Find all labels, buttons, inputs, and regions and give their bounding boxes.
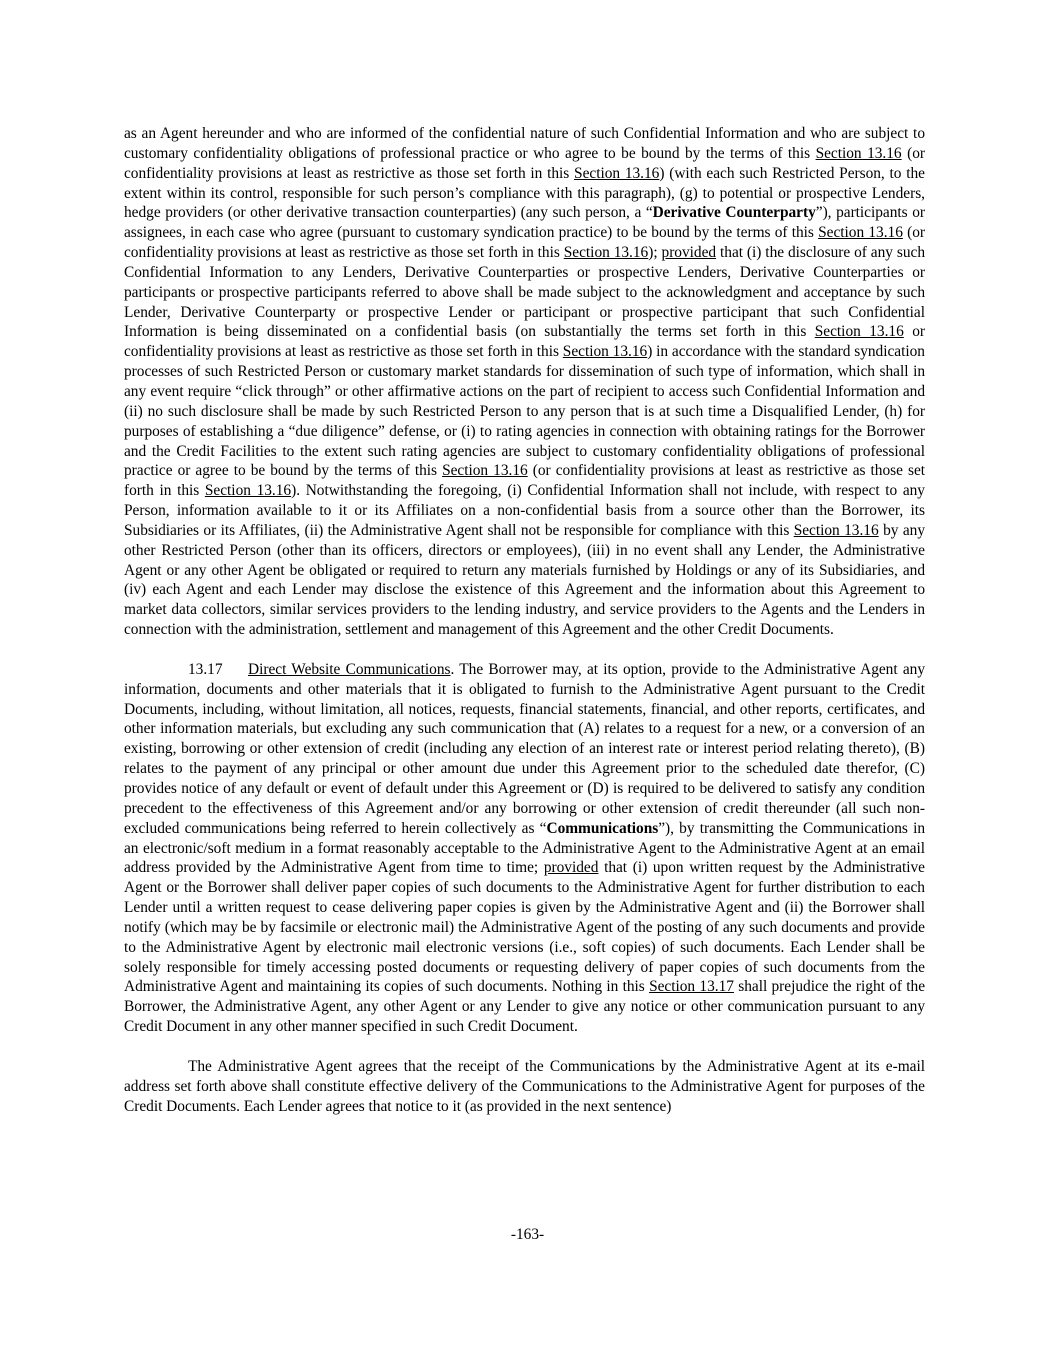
paragraph-text: The Administrative Agent agrees that the receipt of the Communications by the Administrative Agent at its e-mail address set forth above shall constitute effective delivery of the Communications to the Administrative Agent for purposes of the Credit Documents. Each Lender agrees that notice to it (as provided in the next sentence) [124,1057,925,1115]
paragraph-text: or confidentiality provisions at least as restrictive as those set forth in this [124,323,926,361]
paragraph-spacer [124,1037,925,1057]
section-reference: Section 13.16 [442,462,528,480]
section-number: 13.17 [188,660,223,678]
paragraph-confidentiality-continued [124,124,925,640]
paragraph-text: (or confidentiality provisions at least as restrictive as those set forth in this [124,144,925,182]
section-reference: Section 13.16 [814,323,904,341]
section-reference: Section 13.16 [563,244,649,262]
paragraph-text: ) (with each such Restricted Person, to the extent within its control, responsible for such person’s compliance with this paragraph), (g) to potential or prospective Lenders, hedge providers (or other derivative transaction counterparties) (any such person, a “ [124,164,925,222]
paragraph-text: ”), participants or assignees, in each case who agree (pursuant to customary syndication practice) to be bound by the terms of this [124,204,925,242]
section-heading: Direct Website Communications [248,660,451,678]
paragraph-text: ); [648,244,662,262]
defined-term: Derivative Counterparty [652,204,816,222]
section-reference: Section 13.16 [574,164,660,182]
paragraph-text: by any other Restricted Person (other than its officers, directors or employees), (iii) in no event shall any Lender, the Administrative Agent or any other Agent be obligated or required to return any materials furnished by Holdings or any of its Subsidiaries, and (iv) each Agent and each Lender may disclose the existence of this Agreement and the information about this Agreement to market data collectors, similar services providers to the lending industry, and service providers to the Agents and the Lenders in connection with the administration, settlement and management of this Agreement and the other Credit Documents. [124,521,925,639]
provided-term: provided [543,859,599,877]
paragraph-text: ). Notwithstanding the foregoing, (i) Confidential Information shall not include, with respect to any Person, information available to it or its Affiliates on a non-confidential basis from a source other than the Borrower, its Subsidiaries or its Affiliates, (ii) the Administrative Agent shall not be responsible for compliance with this [124,482,925,539]
paragraph-text: (or confidentiality provisions at least as restrictive as those set forth in this [124,224,925,262]
document-page [124,124,925,1117]
provided-term: provided [661,244,717,262]
paragraph-text: . The Borrower may, at its option, provide to the Administrative Agent any information, documents and other materials that it is obligated to furnish to the Administrative Agent pursuant to the Credit Documents, including, without limitation, all notices, requests, financial statements, financial, and other reports, certificates, and other information materials, but excluding any such communication that (A) relates to a request for a new, or a conversion of an existing, borrowing or other extension of credit (including any election of an interest rate or interest period relating thereto), (B) relates to the payment of any principal or other amount due under this Agreement prior to the scheduled date therefor, (C) provides notice of any default or event of default under this Agreement or (D) is required to be delivered to satisfy any condition precedent to the effectiveness of this Agreement and/or any borrowing or other extension of credit thereunder (all such non-excluded communications being referred to herein collectively as “ [124,660,926,837]
section-reference: Section 13.16 [562,343,648,361]
paragraph-text: as an Agent hereunder and who are informed of the confidential nature of such Confidential Information and who are subject to customary confidentiality obligations of professional practice or who agree to be bound by the terms of this [124,125,925,162]
section-reference: Section 13.16 [815,144,902,162]
section-reference: Section 13.16 [818,224,903,242]
page-number: -163- [510,1226,545,1243]
paragraph-text: (or confidentiality provisions at least as restrictive as those set forth in this [124,462,926,500]
administrative-agent-paragraph [124,1057,925,1117]
paragraph-text: ”), by transmitting the Communications in an electronic/soft medium in a format reasonably acceptable to the Administrative Agent to the Administrative Agent at an email address provided by the Administrative Agent from time to time; [124,819,926,877]
paragraph-text: ) in accordance with the standard syndication processes of such Restricted Person or customary market standards for dissemination of such type of information, which shall in any event require “click through” or other affirmative actions on the part of recipient to access such Confidential Information and (ii) no such disclosure shall be made by such Restricted Person to any person that is at such time a Disqualified Lender, (h) for purposes of establishing a “due diligence” defense, or (i) to rating agencies in connection with obtaining ratings for the Borrower and the Credit Facilities to the extent such rating agencies are subject to customary confidentiality obligations of professional practice or agree to be bound by the terms of this [124,343,925,480]
paragraph-text: shall prejudice the right of the Borrower, the Administrative Agent, any other Agent or any Lender to give any notice or other communication pursuant to any Credit Document in any other manner specified in such Credit Document. [124,978,926,1036]
section-13-17-paragraph [124,660,925,1037]
paragraph-text: that (i) upon written request by the Administrative Agent or the Borrower shall deliver paper copies of such documents to the Administrative Agent for further distribution to each Lender until a written request to cease delivering paper copies is given by the Administrative Agent and (ii) the Borrower shall notify (which may be by facsimile or electronic mail) the Administrative Agent of the posting of any such documents and provide to the Administrative Agent by electronic mail electronic versions (i.e., soft copies) of such documents. Each Lender shall be solely responsible for timely accessing posted documents or requesting delivery of paper copies of such documents from the Administrative Agent and maintaining its copies of such documents. Nothing in this [124,859,925,996]
paragraph-text: that (i) the disclosure of any such Confidential Information to any Lenders, Derivative Counterparties or prospective Lenders, Derivative Counterparties or participants or prospective participants referred to above shall be made subject to the acknowledgment and acceptance by such Lender, Derivative Counterparty or prospective Lender or participant or prospective participant that such Confidential Information is being disseminated on a confidential basis (on substantially the terms set forth in this [124,244,925,341]
section-reference: Section 13.16 [793,521,879,539]
section-reference: Section 13.16 [204,482,292,500]
defined-term: Communications [546,819,659,837]
paragraph-spacer [124,640,925,660]
section-reference: Section 13.17 [649,978,734,996]
